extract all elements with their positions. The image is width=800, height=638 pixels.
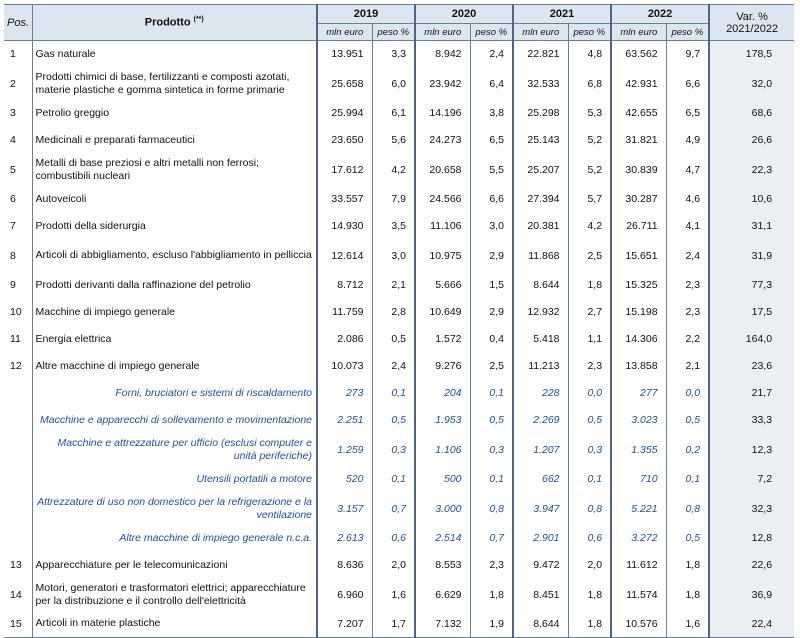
table-row [4,100,794,127]
product-name: Utensili portatili a motore [32,466,317,493]
table-row [4,154,794,186]
row-position: 7 [10,220,16,232]
peso-2019: 3,5 [372,213,415,240]
value-2019: 25.658 [317,68,372,100]
value-2021: 25.207 [513,154,568,186]
row-position: 4 [10,134,16,146]
prodotto-header [32,5,317,41]
peso-2019: 0,3 [372,434,415,466]
value-2022: 10.576 [611,611,666,638]
peso-2020: 1,5 [470,272,513,299]
peso-2022: 4,7 [666,154,709,186]
value-2019: 2.613 [317,525,372,552]
table-subrow [4,434,794,466]
product-name: Motori, generatori e trasformatori elettrici; apparecchiature per la distribuzione e il controllo dell'elettricità [32,579,317,611]
table-subrow [4,380,794,407]
peso-2021: 2,3 [568,353,611,380]
value-2020: 2.514 [415,525,470,552]
year-2019-header: 2019 [317,5,415,24]
table-row [4,41,794,68]
value-2019: 14.930 [317,213,372,240]
header-row-years [4,5,794,24]
product-name: Macchine e attrezzature per ufficio (esclusi computer e unità periferiche) [32,434,317,466]
col-peso-2021: peso % [568,24,611,41]
value-2021: 8.644 [513,272,568,299]
peso-2020: 2,3 [470,552,513,579]
peso-2022: 0,0 [666,380,709,407]
peso-2020: 0,5 [470,407,513,434]
table-row [4,299,794,326]
value-2022: 26.711 [611,213,666,240]
peso-2022: 4,9 [666,127,709,154]
product-name: Petrolio greggio [32,100,317,127]
product-name: Prodotti derivanti dalla raffinazione del petrolio [32,272,317,299]
product-name: Forni, bruciatori e sistemi di riscaldamento [32,380,317,407]
peso-2022: 1,6 [666,611,709,638]
peso-2019: 2,8 [372,299,415,326]
value-2020: 1.953 [415,407,470,434]
prodotto-note: (**) [193,16,204,24]
var-2021-2022: 22,4 [709,611,794,638]
peso-2020: 0,1 [470,380,513,407]
value-2019: 17.612 [317,154,372,186]
peso-2022: 2,3 [666,272,709,299]
var-2021-2022: 178,5 [709,41,794,68]
value-2020: 24.566 [415,186,470,213]
peso-2020: 0,4 [470,326,513,353]
year-2022-header: 2022 [611,5,709,24]
peso-2019: 2,1 [372,272,415,299]
import-products-table [4,4,794,638]
row-position [4,434,32,466]
value-2022: 3.272 [611,525,666,552]
value-2021: 20.381 [513,213,568,240]
peso-2020: 1,8 [470,579,513,611]
value-2021: 9.472 [513,552,568,579]
value-2021: 2.901 [513,525,568,552]
value-2022: 277 [611,380,666,407]
var-2021-2022: 36,9 [709,579,794,611]
peso-2019: 2,0 [372,552,415,579]
var-2021-2022: 10,6 [709,186,794,213]
value-2022: 31.821 [611,127,666,154]
col-peso-2020: peso % [470,24,513,41]
row-position: 15 [4,611,32,638]
peso-2022: 9,7 [666,41,709,68]
product-name: Metalli di base preziosi e altri metalli non ferrosi; combustibili nucleari [32,154,317,186]
value-2022: 11.574 [611,579,666,611]
table-row [4,127,794,154]
peso-2020: 1,9 [470,611,513,638]
table-row [4,240,794,272]
col-peso-2019: peso % [372,24,415,41]
value-2021: 32.533 [513,68,568,100]
var-2021-2022: 32,0 [709,68,794,100]
value-2021: 3.947 [513,493,568,525]
col-mln-2021: mln euro [513,24,568,41]
peso-2019: 0,1 [372,380,415,407]
table-row [4,353,794,380]
value-2019: 8.712 [317,272,372,299]
peso-2019: 2,4 [372,353,415,380]
value-2022: 15.651 [611,240,666,272]
row-position: 1 [10,48,16,61]
value-2021: 662 [513,466,568,493]
peso-2019: 5,6 [372,127,415,154]
value-2019: 10.073 [317,353,372,380]
var-2021-2022: 33,3 [709,407,794,434]
value-2020: 9.276 [415,353,470,380]
value-2019: 25.994 [317,100,372,127]
peso-2020: 2,5 [470,353,513,380]
table-subrow [4,466,794,493]
col-mln-2020: mln euro [415,24,470,41]
value-2022: 30.287 [611,186,666,213]
value-2021: 12.932 [513,299,568,326]
var-2021-2022: 68,6 [709,100,794,127]
value-2022: 63.562 [611,41,666,68]
table-subrow [4,525,794,552]
var-years: 2021/2022 [726,22,779,35]
value-2021: 22.821 [513,41,568,68]
peso-2020: 2,9 [470,240,513,272]
value-2021: 5.418 [513,326,568,353]
table-body [4,41,794,638]
peso-2022: 2,4 [666,240,709,272]
value-2020: 1.572 [415,326,470,353]
table-row [4,579,794,611]
value-2020: 14.196 [415,100,470,127]
row-position [4,466,32,493]
peso-2020: 6,6 [470,186,513,213]
product-name: Energia elettrica [32,326,317,353]
value-2022: 15.198 [611,299,666,326]
row-position [4,380,32,407]
peso-2022: 0,1 [666,466,709,493]
peso-2020: 6,4 [470,68,513,100]
row-position [4,493,32,525]
value-2019: 13.951 [317,41,372,68]
table-row [4,68,794,100]
peso-2022: 4,6 [666,186,709,213]
peso-2022: 2,3 [666,299,709,326]
var-2021-2022: 22,3 [709,154,794,186]
col-mln-2022: mln euro [611,24,666,41]
peso-2022: 2,1 [666,353,709,380]
peso-2022: 0,5 [666,525,709,552]
peso-2020: 0,3 [470,434,513,466]
row-position: 12 [10,360,22,372]
row-position [4,407,32,434]
table-row [4,611,794,638]
peso-2021: 0,6 [568,525,611,552]
peso-2019: 0,1 [372,466,415,493]
peso-2019: 0,6 [372,525,415,552]
value-2019: 8.636 [317,552,372,579]
table-subrow [4,407,794,434]
value-2019: 11.759 [317,299,372,326]
value-2019: 3.157 [317,493,372,525]
product-name: Attrezzature di uso non domestico per la refrigerazione e la ventilazione [32,493,317,525]
value-2020: 500 [415,466,470,493]
peso-2022: 6,6 [666,68,709,100]
peso-2021: 2,0 [568,552,611,579]
value-2020: 3.000 [415,493,470,525]
value-2021: 11.213 [513,353,568,380]
value-2022: 1.355 [611,434,666,466]
value-2020: 8.553 [415,552,470,579]
pos-header: Pos. [4,5,32,41]
product-name: Gas naturale [32,41,317,68]
product-name: Medicinali e preparati farmaceutici [32,127,317,154]
row-position: 2 [10,77,16,90]
value-2019: 23.650 [317,127,372,154]
var-2021-2022: 164,0 [709,326,794,353]
value-2022: 710 [611,466,666,493]
value-2020: 23.942 [415,68,470,100]
peso-2019: 3,3 [372,41,415,68]
peso-2019: 1,6 [372,579,415,611]
year-2020-header: 2020 [415,5,513,24]
year-2021-header: 2021 [513,5,611,24]
peso-2019: 6,1 [372,100,415,127]
product-name: Prodotti chimici di base, fertilizzanti e composti azotati, materie plastiche e gomma sintetica in forme primarie [32,68,317,100]
value-2020: 20.658 [415,154,470,186]
product-name: Apparecchiature per le telecomunicazioni [32,552,317,579]
value-2020: 11.106 [415,213,470,240]
value-2019: 33.557 [317,186,372,213]
product-name: Macchine e apparecchi di sollevamento e movimentazione [32,407,317,434]
value-2022: 15.325 [611,272,666,299]
value-2022: 5.221 [611,493,666,525]
value-2020: 8.942 [415,41,470,68]
product-name: Prodotti della siderurgia [32,213,317,240]
var-2021-2022: 21,7 [709,380,794,407]
peso-2021: 2,5 [568,240,611,272]
col-peso-2022: peso % [666,24,709,41]
peso-2021: 4,2 [568,213,611,240]
peso-2021: 0,8 [568,493,611,525]
peso-2020: 2,9 [470,299,513,326]
table-row [4,552,794,579]
table-subrow [4,493,794,525]
peso-2021: 1,8 [568,579,611,611]
peso-2021: 1,8 [568,272,611,299]
value-2022: 3.023 [611,407,666,434]
peso-2021: 1,8 [568,611,611,638]
product-name: Autoveicoli [32,186,317,213]
product-name: Altre macchine di impiego generale n.c.a. [32,525,317,552]
value-2020: 204 [415,380,470,407]
peso-2021: 5,2 [568,154,611,186]
var-2021-2022: 17,5 [709,299,794,326]
row-position: 11 [10,333,21,345]
peso-2021: 0,1 [568,466,611,493]
value-2020: 6.629 [415,579,470,611]
peso-2022: 0,2 [666,434,709,466]
peso-2019: 0,5 [372,326,415,353]
value-2021: 1.207 [513,434,568,466]
row-position: 9 [10,279,16,291]
value-2019: 520 [317,466,372,493]
table-row [4,272,794,299]
value-2019: 273 [317,380,372,407]
peso-2020: 5,5 [470,154,513,186]
peso-2019: 0,7 [372,493,415,525]
value-2021: 27.394 [513,186,568,213]
table-row [4,213,794,240]
peso-2022: 1,8 [666,579,709,611]
value-2022: 42.655 [611,100,666,127]
peso-2021: 2,7 [568,299,611,326]
peso-2022: 0,5 [666,407,709,434]
var-2021-2022: 32,3 [709,493,794,525]
peso-2020: 0,1 [470,466,513,493]
value-2019: 2.086 [317,326,372,353]
var-2021-2022: 31,1 [709,213,794,240]
value-2021: 2.269 [513,407,568,434]
value-2021: 11.868 [513,240,568,272]
row-position: 3 [10,107,16,119]
value-2020: 10.975 [415,240,470,272]
row-position: 6 [10,193,16,205]
var-2021-2022: 12,3 [709,434,794,466]
peso-2021: 5,3 [568,100,611,127]
product-name: Articoli in materie plastiche [32,611,317,638]
peso-2020: 0,8 [470,493,513,525]
peso-2020: 3,0 [470,213,513,240]
value-2022: 11.612 [611,552,666,579]
peso-2022: 6,5 [666,100,709,127]
peso-2019: 0,5 [372,407,415,434]
value-2022: 13.858 [611,353,666,380]
peso-2019: 3,0 [372,240,415,272]
product-name: Macchine di impiego generale [32,299,317,326]
value-2019: 12.614 [317,240,372,272]
var-2021-2022: 22,6 [709,552,794,579]
value-2019: 2.251 [317,407,372,434]
value-2020: 7.132 [415,611,470,638]
product-name: Altre macchine di impiego generale [32,353,317,380]
value-2019: 6.960 [317,579,372,611]
peso-2021: 0,5 [568,407,611,434]
value-2021: 25.298 [513,100,568,127]
table-row [4,186,794,213]
value-2020: 1.106 [415,434,470,466]
peso-2021: 4,8 [568,41,611,68]
peso-2022: 2,2 [666,326,709,353]
var-2021-2022: 12,8 [709,525,794,552]
value-2021: 8.644 [513,611,568,638]
value-2019: 7.207 [317,611,372,638]
peso-2021: 5,7 [568,186,611,213]
peso-2019: 1,7 [372,611,415,638]
var-label: Var. % [736,10,768,23]
value-2020: 24.273 [415,127,470,154]
value-2019: 1.259 [317,434,372,466]
peso-2021: 6,8 [568,68,611,100]
peso-2021: 0,0 [568,380,611,407]
peso-2019: 7,9 [372,186,415,213]
value-2022: 42.931 [611,68,666,100]
peso-2021: 1,1 [568,326,611,353]
table-row [4,326,794,353]
value-2020: 5.666 [415,272,470,299]
peso-2020: 2,4 [470,41,513,68]
var-2021-2022: 23,6 [709,353,794,380]
row-position: 5 [10,163,16,176]
var-2021-2022: 7,2 [709,466,794,493]
value-2022: 14.306 [611,326,666,353]
value-2021: 25.143 [513,127,568,154]
row-position: 13 [10,559,22,571]
row-position [4,525,32,552]
value-2021: 8.451 [513,579,568,611]
peso-2019: 4,2 [372,154,415,186]
row-position: 10 [10,306,22,318]
peso-2020: 0,7 [470,525,513,552]
prodotto-label: Prodotto [144,16,191,29]
peso-2019: 6,0 [372,68,415,100]
value-2020: 10.649 [415,299,470,326]
peso-2022: 1,8 [666,552,709,579]
var-2021-2022: 31,9 [709,240,794,272]
col-mln-2019: mln euro [317,24,372,41]
peso-2022: 4,1 [666,213,709,240]
var-2021-2022: 77,3 [709,272,794,299]
peso-2021: 5,2 [568,127,611,154]
product-name: Articoli di abbigliamento, escluso l'abbigliamento in pelliccia [32,240,317,272]
peso-2022: 0,8 [666,493,709,525]
row-position: 8 [10,249,16,262]
peso-2020: 6,5 [470,127,513,154]
value-2021: 228 [513,380,568,407]
peso-2021: 0,3 [568,434,611,466]
row-position: 14 [10,588,22,601]
peso-2020: 3,8 [470,100,513,127]
var-2021-2022: 26,6 [709,127,794,154]
value-2022: 30.839 [611,154,666,186]
var-header [709,5,794,41]
